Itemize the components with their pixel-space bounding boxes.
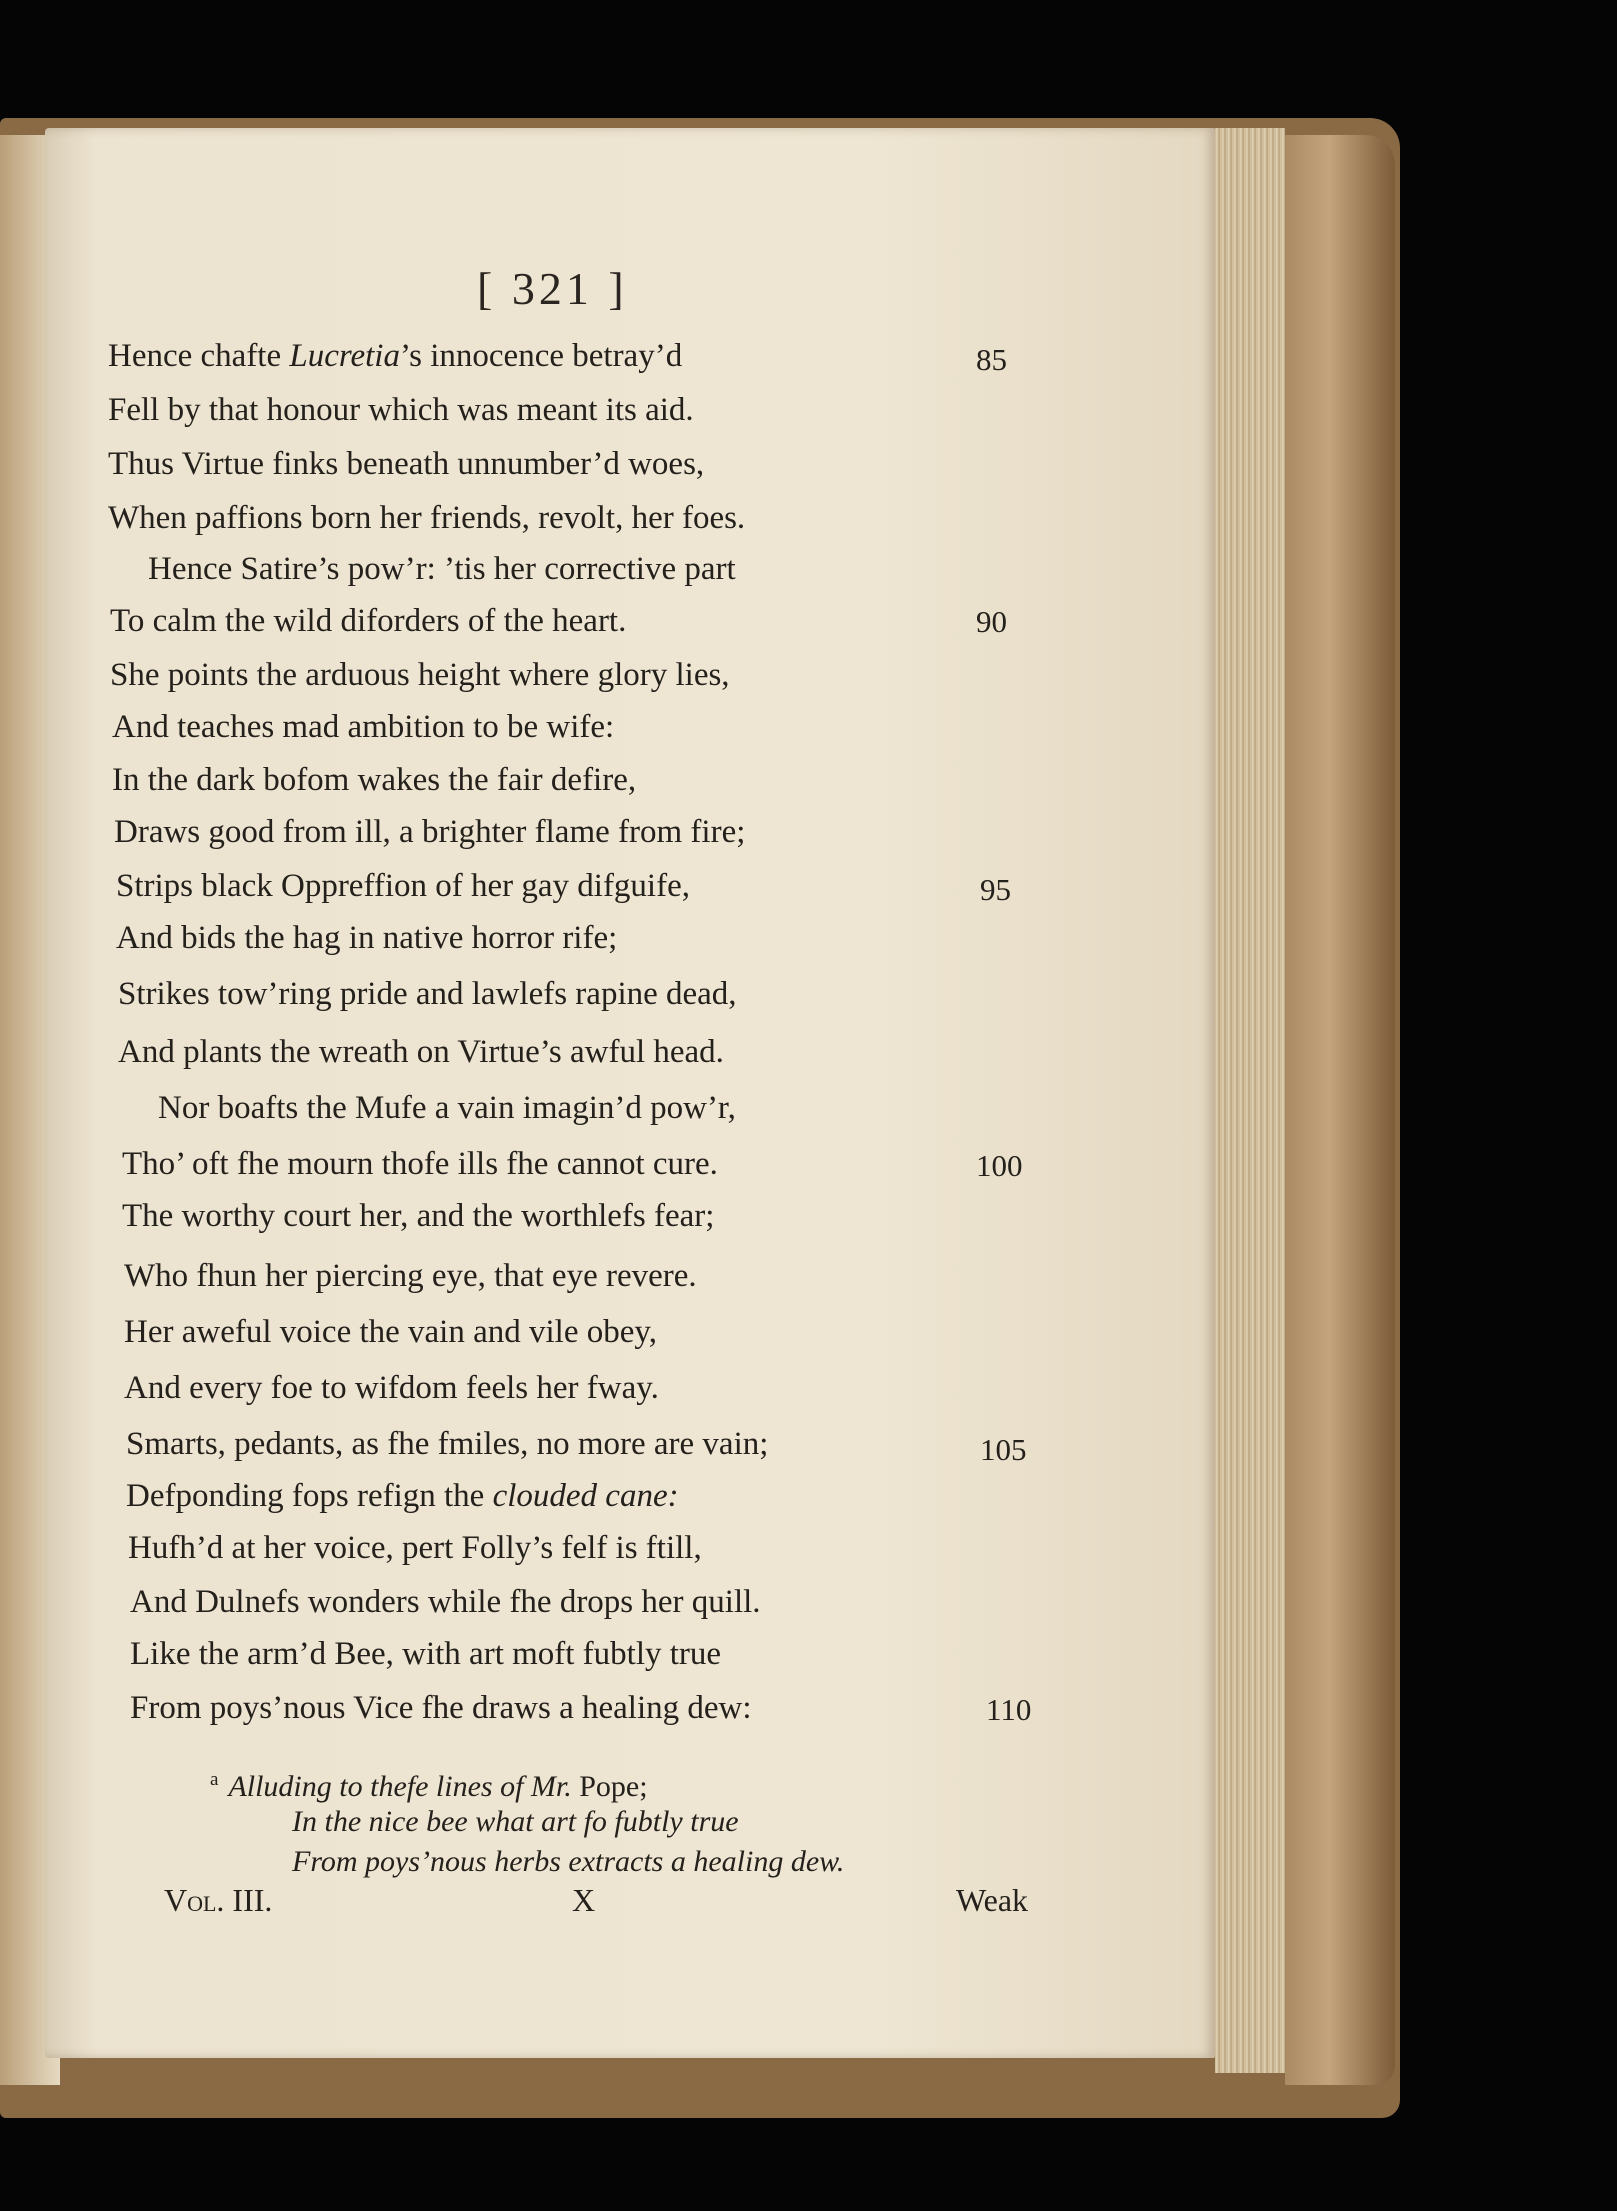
catchword: Weak <box>956 1882 1029 1918</box>
signature-mark: X <box>572 1882 596 1918</box>
poem-line: Nor boafts the Mufe a vain imagin’d pow’r, <box>158 1090 736 1126</box>
footnote-marker: a <box>210 1769 219 1790</box>
volume-label: Vol. III. <box>164 1882 273 1918</box>
poem-line: From poys’nous Vice fhe draws a healing dew: <box>130 1690 752 1726</box>
poem-line: And teaches mad ambition to be wife: <box>112 709 615 745</box>
line-number: 90 <box>976 604 1007 639</box>
footnote-line: $^a$ Alluding to thefe lines of Mr. Pope; <box>210 1769 648 1803</box>
poem-line: Defponding fops refign the clouded cane: <box>126 1478 679 1514</box>
line-number: 85 <box>976 342 1007 377</box>
poem-line: Thus Virtue finks beneath unnumber’d woes, <box>108 446 705 482</box>
poem-line: Strips black Oppreffion of her gay difguife, <box>116 868 690 904</box>
poem-line: And bids the hag in native horror rife; <box>116 920 618 956</box>
poem-line: She points the arduous height where glory lies, <box>110 657 730 693</box>
poem-line: Her aweful voice the vain and vile obey, <box>124 1314 657 1350</box>
poem-line: Hufh’d at her voice, pert Folly’s felf is ftill, <box>128 1530 702 1566</box>
poem-line: Tho’ oft fhe mourn thofe ills fhe cannot cure. <box>122 1146 718 1182</box>
page-number: [ 321 ] <box>477 263 628 314</box>
footnote-line: In the nice bee what art fo fubtly true <box>292 1805 739 1838</box>
poem-line: Hence chafte Lucretia’s innocence betray’d <box>108 338 683 374</box>
poem-line: Like the arm’d Bee, with art moft fubtly true <box>130 1636 722 1672</box>
poem-line: Who fhun her piercing eye, that eye revere. <box>124 1258 697 1294</box>
line-number: 95 <box>980 872 1011 907</box>
poem-line: Fell by that honour which was meant its aid. <box>108 392 694 428</box>
line-number: 110 <box>986 1692 1032 1727</box>
book-spine-edge <box>1285 135 1395 2085</box>
line-number: 100 <box>976 1148 1023 1183</box>
poem-line: And every foe to wifdom feels her fway. <box>124 1370 659 1406</box>
poem-line: The worthy court her, and the worthlefs fear; <box>122 1198 715 1234</box>
poem-line: To calm the wild diforders of the heart. <box>110 603 627 639</box>
page-edges <box>1215 128 1285 2073</box>
poem-line: And plants the wreath on Virtue’s awful head. <box>118 1034 724 1070</box>
poem-line: When paffions born her friends, revolt, her foes. <box>108 500 746 536</box>
poem-line: And Dulnefs wonders while fhe drops her quill. <box>130 1584 761 1620</box>
poem-line: Hence Satire’s pow’r: ’tis her corrective part <box>148 551 736 587</box>
poem-line: In the dark bofom wakes the fair defire, <box>112 762 637 798</box>
poem-line: Smarts, pedants, as fhe fmiles, no more are vain; <box>126 1426 769 1462</box>
poem-line: Strikes tow’ring pride and lawlefs rapine dead, <box>118 976 737 1012</box>
line-number: 105 <box>980 1432 1027 1467</box>
poem-line: Draws good from ill, a brighter flame from fire; <box>114 814 746 850</box>
footnote-line: From poys’nous herbs extracts a healing dew. <box>292 1845 845 1878</box>
